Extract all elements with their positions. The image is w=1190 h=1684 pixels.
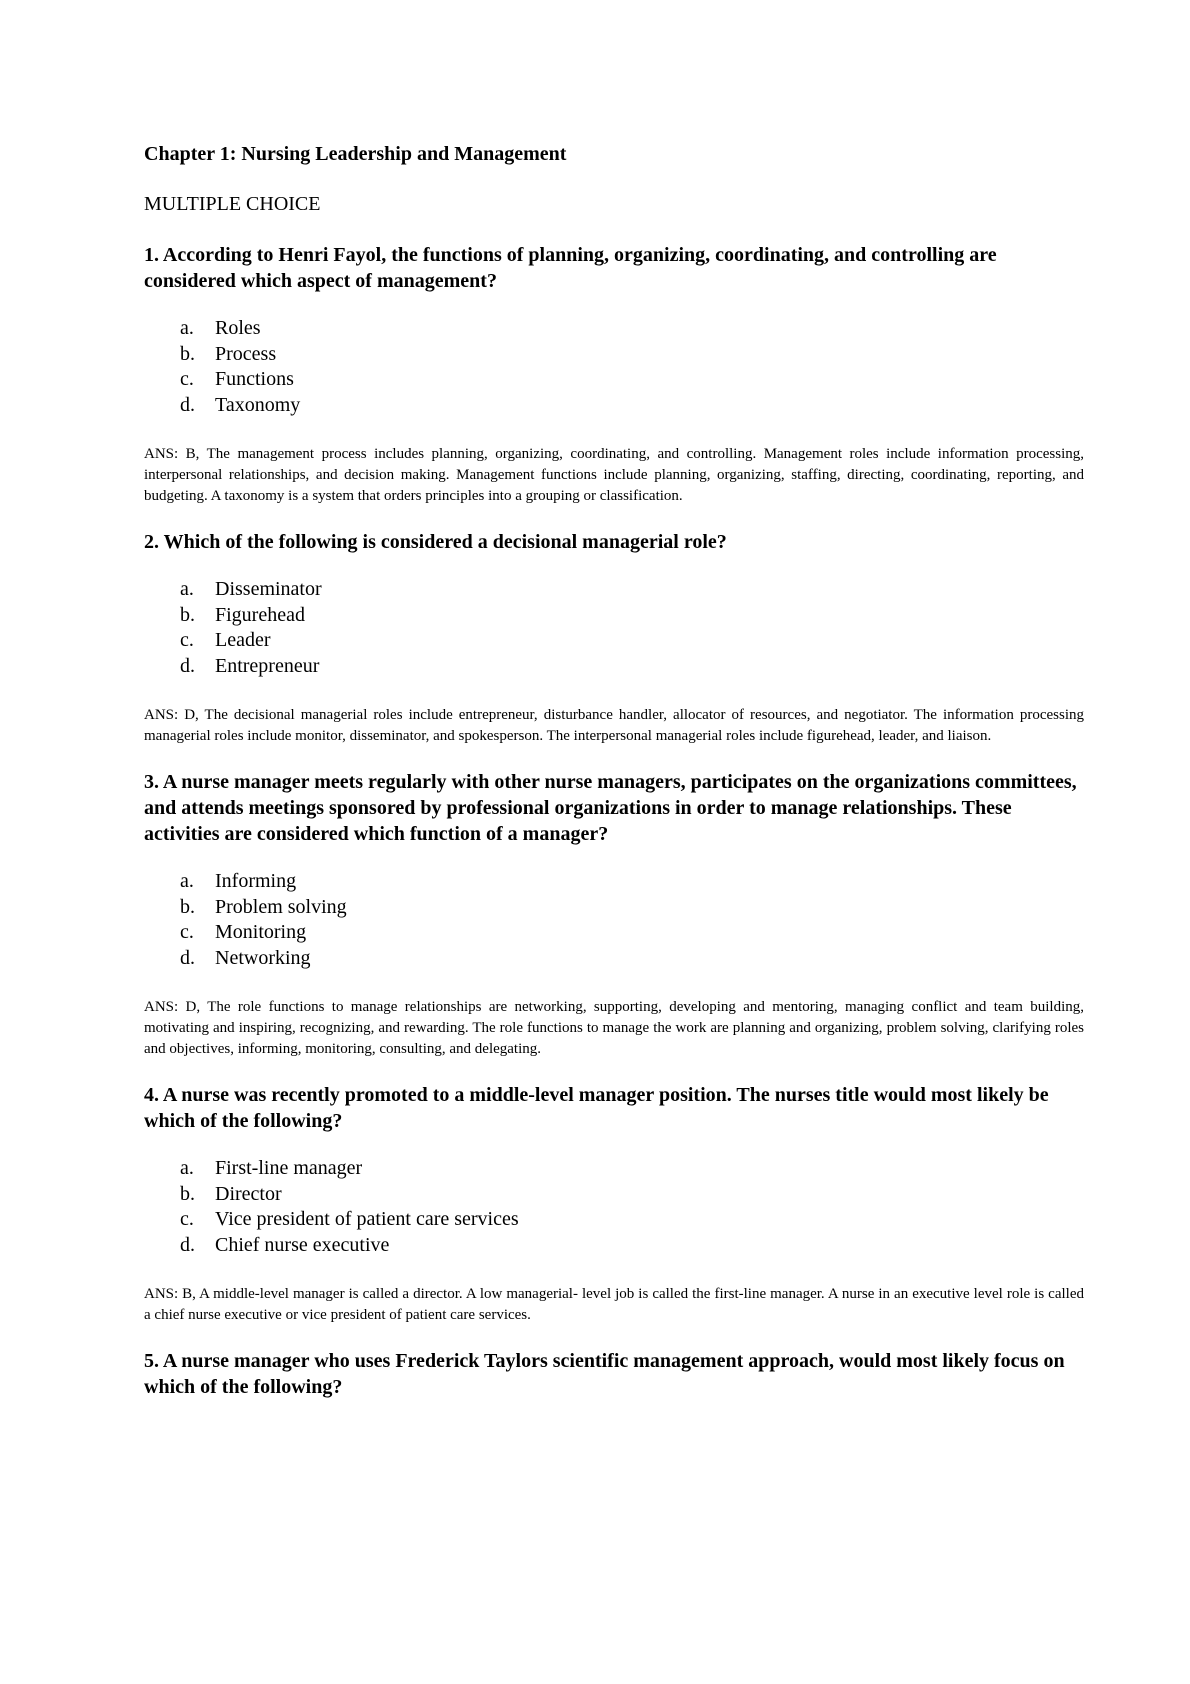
option-item (180, 316, 1084, 342)
question-3-options (144, 869, 1084, 971)
option-item (180, 577, 1084, 603)
question-4-options (144, 1156, 1084, 1258)
question-3: 3. A nurse manager meets regularly with other nurse managers, participates on the organizations committees, and attends meetings sponsored by professional organizations in order to manage relationships. These activities are considered which function of a manager? (144, 771, 1077, 845)
option-item (180, 628, 1084, 654)
question-1: 1. According to Henri Fayol, the functions of planning, organizing, coordinating, and controlling are considered which aspect of management? (144, 244, 997, 292)
option-item (180, 895, 1084, 921)
option-letter: c. (180, 1208, 194, 1230)
answer-4: ANS: B, A middle-level manager is called a director. A low managerial- level job is called the first-line manager. A nurse in an executive level role is called a chief nurse executive or vice president of patient care services. (144, 1286, 1084, 1323)
option-letter: b. (180, 1182, 195, 1205)
option-text: Process (215, 342, 277, 365)
option-text: Vice president of patient care services (215, 1208, 519, 1230)
option-item (180, 654, 1084, 680)
option-letter: d. (180, 1233, 195, 1256)
chapter-title: Chapter 1: Nursing Leadership and Management (144, 143, 567, 165)
option-text: Chief nurse executive (215, 1233, 390, 1256)
option-letter: d. (180, 393, 195, 416)
option-text: Informing (215, 870, 297, 892)
question-2-options (144, 577, 1084, 679)
option-text: Monitoring (215, 921, 307, 943)
option-text: Networking (215, 946, 311, 969)
option-text: Director (215, 1182, 282, 1205)
option-letter: d. (180, 654, 195, 677)
option-item (180, 1182, 1084, 1208)
option-letter: c. (180, 368, 194, 390)
answer-2: ANS: D, The decisional managerial roles include entrepreneur, disturbance handler, allocator of resources, and negotiator. The information processing managerial roles include monitor, disseminator, and spokesperson. The interpersonal managerial roles include figurehead, leader, and liaison. (144, 707, 1084, 744)
option-text: Entrepreneur (215, 654, 320, 677)
option-letter: a. (180, 870, 194, 892)
option-text: Figurehead (215, 603, 305, 626)
option-text: Functions (215, 368, 294, 390)
section-heading: MULTIPLE CHOICE (144, 193, 321, 215)
option-letter: b. (180, 603, 195, 626)
option-letter: b. (180, 895, 195, 918)
option-text: Leader (215, 629, 271, 651)
option-item (180, 920, 1084, 946)
option-text: Roles (215, 317, 261, 339)
document-page (144, 140, 1084, 1422)
option-item (180, 1233, 1084, 1259)
option-letter: a. (180, 317, 194, 339)
option-letter: d. (180, 946, 195, 969)
option-text: Taxonomy (215, 393, 301, 416)
option-text: Disseminator (215, 578, 322, 600)
question-5: 5. A nurse manager who uses Frederick Taylors scientific management approach, would most likely focus on which of the following? (144, 1350, 1065, 1398)
option-item (180, 367, 1084, 393)
option-item (180, 1156, 1084, 1182)
option-item (180, 342, 1084, 368)
option-item (180, 603, 1084, 629)
option-letter: c. (180, 921, 194, 943)
option-item (180, 393, 1084, 419)
option-text: Problem solving (215, 895, 347, 918)
option-letter: a. (180, 1157, 194, 1179)
answer-3: ANS: D, The role functions to manage relationships are networking, supporting, developing and mentoring, managing conflict and team building, motivating and inspiring, recognizing, and rewarding. The role functions to manage the work are planning and organizing, problem solving, clarifying roles and objectives, informing, monitoring, consulting, and delegating. (144, 999, 1084, 1057)
question-2: 2. Which of the following is considered a decisional managerial role? (144, 531, 727, 553)
option-item (180, 869, 1084, 895)
option-letter: a. (180, 578, 194, 600)
option-letter: b. (180, 342, 195, 365)
answer-1: ANS: B, The management process includes planning, organizing, coordinating, and controlling. Management roles include information processing, interpersonal relationships, and decision making. Management functions include planning, organizing, staffing, directing, coordinating, reporting, and budgeting. A taxonomy is a system that orders principles into a grouping or classification. (144, 446, 1084, 504)
option-letter: c. (180, 629, 194, 651)
option-text: First-line manager (215, 1157, 363, 1179)
question-4: 4. A nurse was recently promoted to a middle-level manager position. The nurses title would most likely be which of the following? (144, 1084, 1049, 1132)
option-item (180, 946, 1084, 972)
option-item (180, 1207, 1084, 1233)
question-1-options (144, 316, 1084, 418)
